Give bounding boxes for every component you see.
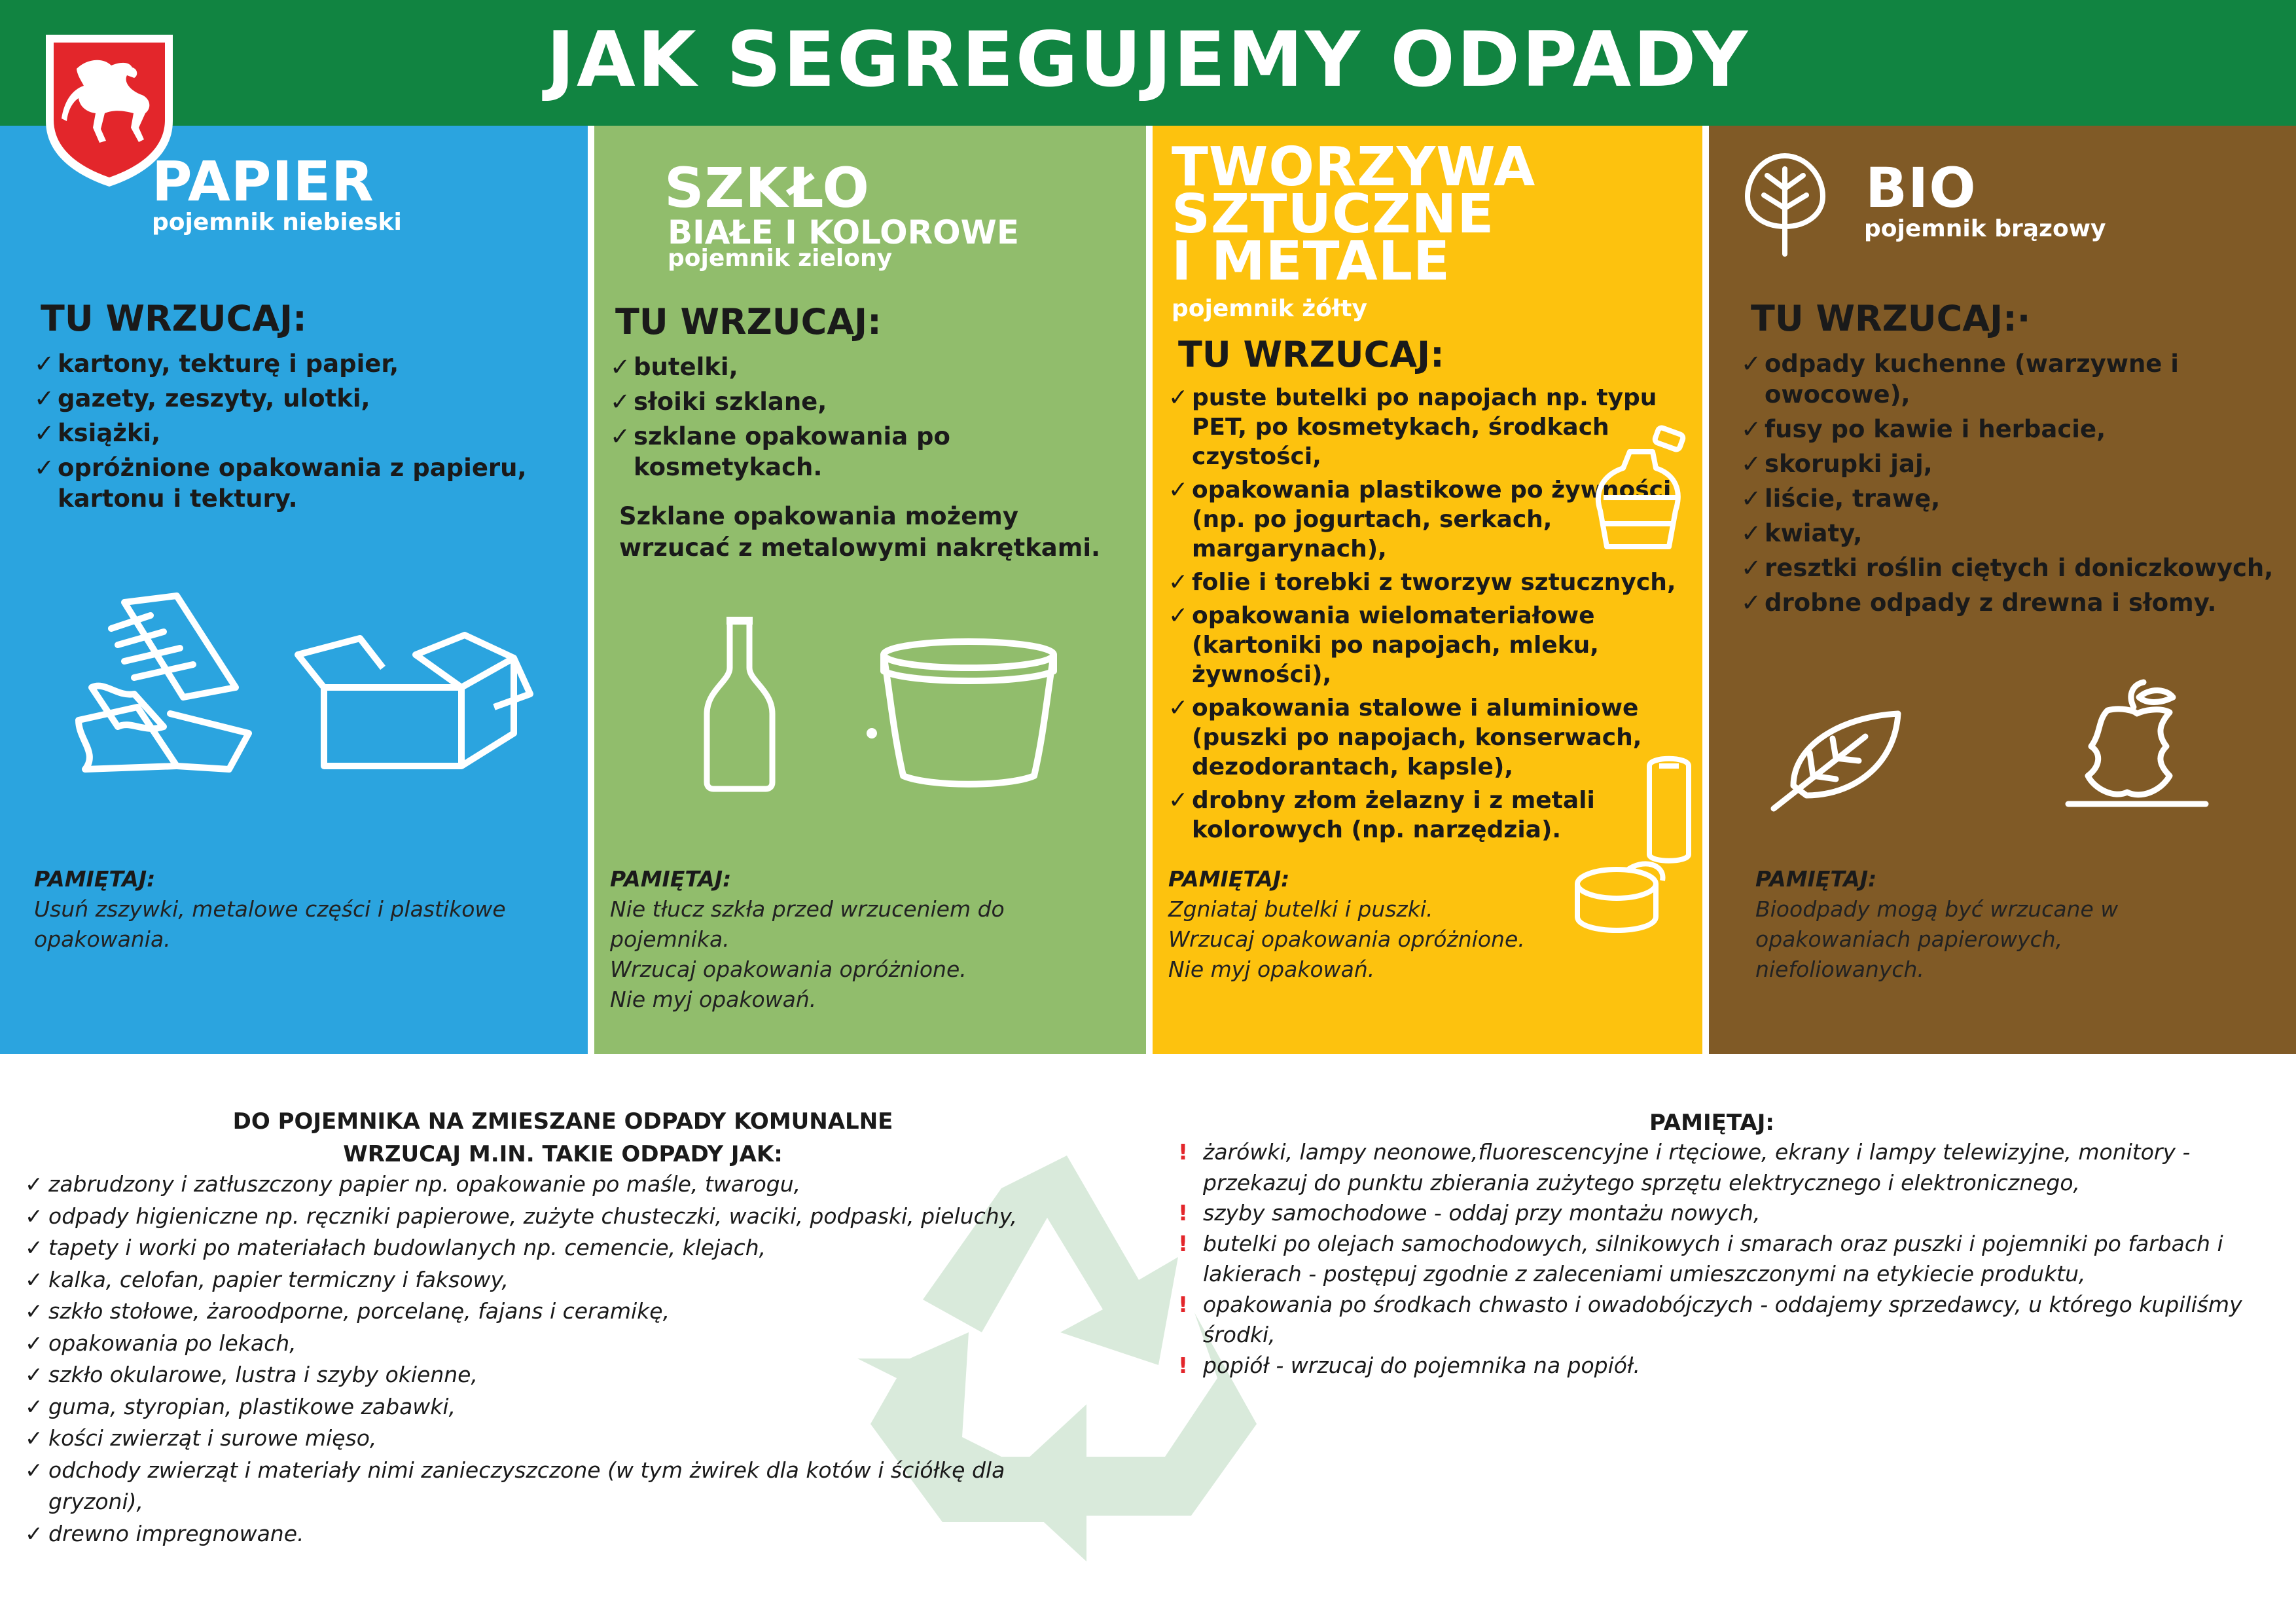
tworzywa-title: TWORZYWA SZTUCZNE I METALE xyxy=(1172,136,1536,293)
check-icon: ✓ xyxy=(1741,350,1762,378)
alert-icon: ! xyxy=(1178,1200,1189,1226)
list-item: ✓ odpady higieniczne np. ręczniki papierowe, zużyte chusteczki, waciki, podpaski, pieluchy, xyxy=(25,1201,1098,1233)
szklo-subtitle-main: BIAŁE I KOLOROWE xyxy=(668,213,1019,251)
list-item: ! szyby samochodowe - oddaj przy montażu nowych, xyxy=(1178,1198,2251,1229)
list-item: ✓ opróżnione opakowania z papieru, kartonu i tektury. xyxy=(34,454,527,513)
tworzywa-remember xyxy=(1168,864,1653,985)
list-item: ✓ książki, xyxy=(34,419,161,447)
list-item: ✓ opakowania wielomateriałowe (kartoniki po napojach, mleku, żywności), xyxy=(1168,602,1599,688)
list-item: ✓ guma, styropian, plastikowe zabawki, xyxy=(25,1391,1098,1423)
list-item: ✓ kalka, celofan, papier termiczny i faksowy, xyxy=(25,1264,1098,1296)
panel-divider xyxy=(588,126,594,1054)
list-item: ! opakowania po środkach chwasto i owadobójczych - oddajemy sprzedawcy, u którego kupiliśmy środki, xyxy=(1178,1290,2251,1351)
remember-text: Zgniataj butelki i puszki. xyxy=(1168,896,1433,922)
list-item: ✓ opakowania plastikowe po żywności (np. po jogurtach, serkach, margarynach), xyxy=(1168,477,1672,562)
list-item: ✓ szklane opakowania po kosmetykach. xyxy=(610,422,950,481)
remember-label: PAMIĘTAJ: xyxy=(610,866,732,892)
alert-icon: ! xyxy=(1178,1291,1189,1317)
aluminium-can-icon xyxy=(1643,753,1695,864)
alert-icon: ! xyxy=(1178,1139,1189,1165)
bio-items xyxy=(1741,348,2278,622)
list-item: ✓ fusy po kawie i herbacie, xyxy=(1741,415,2106,443)
remember-text: Wrzucaj opakowania opróżnione. xyxy=(1168,926,1525,952)
list-item: ! popiół - wrzucaj do pojemnika na popiół. xyxy=(1178,1351,2251,1381)
list-item: ✓ szkło stołowe, żaroodporne, porcelanę, fajans i ceramikę, xyxy=(25,1296,1098,1328)
list-item: ✓ butelki, xyxy=(610,353,738,381)
list-item: ✓ słoiki szklane, xyxy=(610,388,827,416)
remember-label: PAMIĘTAJ: xyxy=(1755,866,1877,892)
check-icon: ✓ xyxy=(1741,554,1762,582)
check-icon: ✓ xyxy=(25,1298,43,1324)
check-icon: ✓ xyxy=(1168,569,1189,596)
check-icon: ✓ xyxy=(1168,695,1189,721)
szklo-items xyxy=(610,352,1121,486)
check-icon: ✓ xyxy=(34,384,55,412)
panel-divider xyxy=(1146,126,1153,1054)
glass-bottle-icon xyxy=(700,615,779,792)
list-item: ✓ drobne odpady z drewna i słomy. xyxy=(1741,589,2217,617)
check-icon: ✓ xyxy=(610,388,631,416)
check-icon: ✓ xyxy=(1741,415,1762,443)
alert-icon: ! xyxy=(1178,1352,1189,1378)
papier-subtitle: pojemnik niebieski xyxy=(152,209,402,236)
check-icon: ✓ xyxy=(25,1457,43,1483)
list-item: ✓ liście, trawę, xyxy=(1741,484,1941,513)
check-icon: ✓ xyxy=(610,422,631,450)
newspaper-icon xyxy=(72,589,281,773)
list-item: ✓ skorupki jaj, xyxy=(1741,450,1933,478)
mixed-heading: DO POJEMNIKA NA ZMIESZANE ODPADY KOMUNALNE WRZUCAJ M.IN. TAKIE ODPADY JAK: xyxy=(232,1108,893,1167)
list-item: ✓ szkło okularowe, lustra i szyby okienne, xyxy=(25,1359,1098,1391)
check-icon: ✓ xyxy=(34,454,55,482)
check-icon: ✓ xyxy=(1741,450,1762,478)
papier-drop-label: TU WRZUCAJ: xyxy=(41,298,307,339)
remember-text: Wrzucaj opakowania opróżnione. xyxy=(610,957,967,982)
remember-bottom-items xyxy=(1178,1137,2251,1381)
list-item: ✓ puste butelki po napojach np. typu PET, po kosmetykach, środkach czystości, xyxy=(1168,384,1657,470)
apple-core-icon xyxy=(2062,681,2212,812)
papier-remember xyxy=(34,864,518,955)
check-icon: ✓ xyxy=(25,1425,43,1451)
papier-title: PAPIER xyxy=(152,149,374,213)
list-item: ✓ odchody zwierząt i materiały nimi zanieczyszczone (w tym żwirek dla kotów i ściółkę dla gryzoni), xyxy=(25,1455,1098,1518)
szklo-drop-label: TU WRZUCAJ: xyxy=(615,301,882,342)
szklo-subtitle: pojemnik zielony xyxy=(668,245,893,272)
list-item: ! żarówki, lampy neonowe,fluorescencyjne i rtęciowe, ekrany i lampy telewizyjne, monitory - przekazuj do punktu zbierania zużytego sprzętu elektrycznego i elektronicznego, xyxy=(1178,1137,2251,1198)
tworzywa-drop-label: TU WRZUCAJ: xyxy=(1178,334,1444,375)
bio-remember xyxy=(1755,864,2240,985)
remember-label: PAMIĘTAJ: xyxy=(1168,866,1290,892)
leaf-icon xyxy=(1738,149,1833,257)
list-item: ✓ tapety i worki po materiałach budowlanych np. cemencie, klejach, xyxy=(25,1232,1098,1264)
check-icon: ✓ xyxy=(1168,787,1189,814)
list-item: ✓ opakowania stalowe i aluminiowe (puszki po napojach, konserwach, dezodorantach, kapsle), xyxy=(1168,695,1642,780)
check-icon: ✓ xyxy=(25,1362,43,1387)
check-icon: ✓ xyxy=(1168,602,1189,629)
glass-jar-icon xyxy=(864,635,1067,792)
bio-subtitle: pojemnik brązowy xyxy=(1864,215,2106,242)
remember-text: Bioodpady mogą być wrzucane w opakowaniach papierowych, niefoliowanych. xyxy=(1755,896,2119,982)
crest-horse-icon xyxy=(41,29,178,190)
list-item: ✓ drobny złom żelazny i z metali kolorowych (np. narzędzia). xyxy=(1168,787,1595,843)
list-item: ✓ kości zwierząt i surowe mięso, xyxy=(25,1423,1098,1455)
list-item: ✓ gazety, zeszyty, ulotki, xyxy=(34,384,370,412)
list-item: ✓ kwiaty, xyxy=(1741,519,1863,547)
list-item: ✓ zabrudzony i zatłuszczony papier np. opakowanie po maśle, twarogu, xyxy=(25,1169,1098,1201)
remember-text: Nie tłucz szkła przed wrzuceniem do pojemnika. xyxy=(610,896,1005,952)
check-icon: ✓ xyxy=(34,350,55,378)
cardboard-box-icon xyxy=(298,629,533,773)
list-item: ✓ resztki roślin ciętych i doniczkowych, xyxy=(1741,554,2274,582)
tworzywa-subtitle: pojemnik żółty xyxy=(1172,295,1367,322)
szklo-title: SZKŁO xyxy=(664,156,870,220)
mixed-items xyxy=(25,1169,1098,1550)
list-item: ✓ kartony, tekturę i papier, xyxy=(34,350,399,378)
check-icon: ✓ xyxy=(1741,484,1762,513)
list-item: ! butelki po olejach samochodowych, silnikowych i smarach oraz puszki i pojemniki po farbach i lakierach - postępuj zgodnie z zaleceniami umieszczonymi na etykiecie produktu, xyxy=(1178,1229,2251,1290)
alert-icon: ! xyxy=(1178,1230,1189,1256)
check-icon: ✓ xyxy=(34,419,55,447)
bio-drop-label: TU WRZUCAJ:· xyxy=(1751,298,2031,339)
bio-title: BIO xyxy=(1865,156,1977,220)
check-icon: ✓ xyxy=(610,353,631,381)
list-item: ✓ folie i torebki z tworzyw sztucznych, xyxy=(1168,569,1676,596)
check-icon: ✓ xyxy=(1741,589,1762,617)
list-item: ✓ odpady kuchenne (warzywne i owocowe), xyxy=(1741,350,2179,409)
page-title: JAK SEGREGUJEMY ODPADY xyxy=(546,16,1750,104)
remember-label: PAMIĘTAJ: xyxy=(34,866,156,892)
check-icon: ✓ xyxy=(25,1330,43,1356)
check-icon: ✓ xyxy=(1741,519,1762,547)
remember-text: Nie myj opakowań. xyxy=(610,987,817,1012)
check-icon: ✓ xyxy=(1168,384,1189,411)
leaf-icon xyxy=(1767,707,1911,812)
check-icon: ✓ xyxy=(25,1520,43,1546)
remember-text: Nie myj opakowań. xyxy=(1168,957,1375,982)
check-icon: ✓ xyxy=(1168,477,1189,503)
panel-divider xyxy=(1702,126,1709,1054)
check-icon: ✓ xyxy=(25,1266,43,1292)
remember-text: Usuń zszywki, metalowe części i plastikowe opakowania. xyxy=(34,896,506,952)
check-icon: ✓ xyxy=(25,1393,43,1419)
remember-bottom-heading: PAMIĘTAJ: xyxy=(1649,1110,1774,1136)
list-item: ✓ opakowania po lekach, xyxy=(25,1328,1098,1360)
papier-items xyxy=(34,348,558,518)
list-item: ✓ drewno impregnowane. xyxy=(25,1518,1098,1550)
check-icon: ✓ xyxy=(25,1235,43,1260)
check-icon: ✓ xyxy=(25,1203,43,1229)
header-bar xyxy=(0,0,2296,126)
plastic-bottle-icon xyxy=(1584,426,1695,556)
szklo-remember xyxy=(610,864,1094,1015)
check-icon: ✓ xyxy=(25,1171,43,1197)
szklo-note: Szklane opakowania możemy wrzucać z metalowymi nakrętkami. xyxy=(619,502,1101,562)
